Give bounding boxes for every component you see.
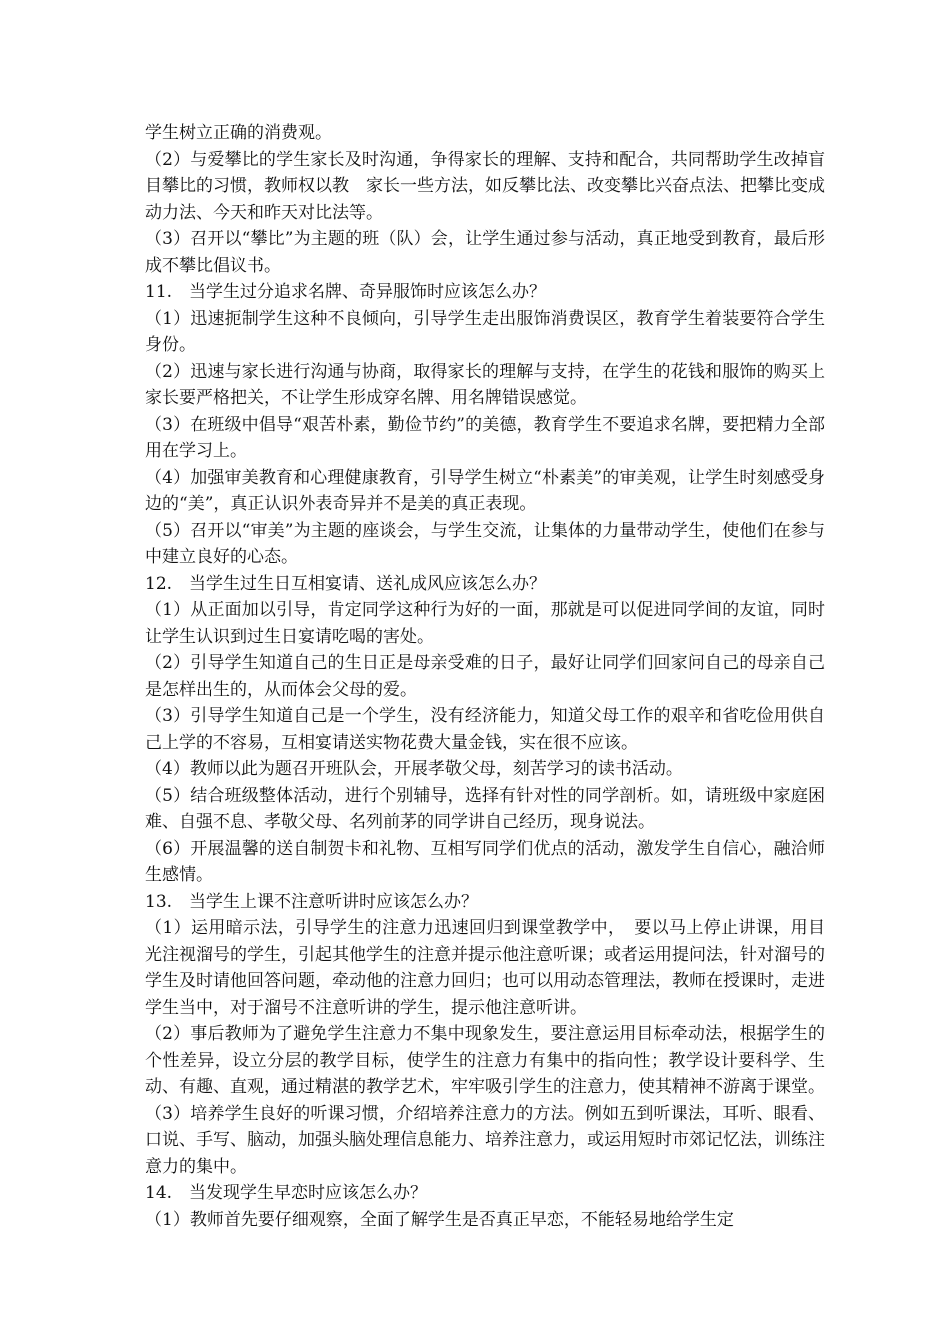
paragraph: （4）教师以此为题召开班队会，开展孝敬父母，刻苦学习的读书活动。 <box>145 759 683 779</box>
paragraph: 学生树立正确的消费观。 <box>145 123 332 143</box>
paragraph: （1）从正面加以引导，肯定同学这种行为好的一面，那就是可以促进同学间的友谊，同时让学生认识到过生日宴请吃喝的害处。 <box>145 600 825 647</box>
paragraph: （1）运用暗示法，引导学生的注意力迅速回归到课堂教学中， 要以马上停止讲课，用目光注视溜号的学生，引起其他学生的注意并提示他注意听课；或者运用提问法，针对溜号的学生及时请他回答问题，牵动他的注意力回归；也可以用动态管理法，教师在授课时，走进学生当中，对于溜号不注意听讲的学生，提示他注意听讲。 <box>145 918 825 1018</box>
paragraph: （5）召开以“审美”为主题的座谈会，与学生交流，让集体的力量带动学生，使他们在参与中建立良好的心态。 <box>145 520 825 567</box>
paragraph: （2）与爱攀比的学生家长及时沟通，争得家长的理解、支持和配合，共同帮助学生改掉盲目攀比的习惯，教师权以教 家长一些方法，如反攀比法、改变攀比兴奋点法、把攀比变成动力法、今天和昨天对比法等。 <box>145 149 825 223</box>
paragraph: （3）培养学生良好的听课习惯，介绍培养注意力的方法。例如五到听课法，耳听、眼看、口说、手写、脑动，加强头脑处理信息能力、培养注意力，或运用短时市郊记忆法，训练注意力的集中。 <box>145 1103 825 1177</box>
question-heading-13: 13. 当学生上课不注意听讲时应该怎么办？ <box>145 891 479 912</box>
question-heading-11: 11. 当学生过分追求名牌、奇异服饰时应该怎么办？ <box>145 282 547 302</box>
paragraph: （1）迅速扼制学生这种不良倾向，引导学生走出服饰消费误区，教育学生着装要符合学生身份。 <box>145 308 825 355</box>
paragraph: （4）加强审美教育和心理健康教育，引导学生树立“朴素美”的审美观，让学生时刻感受身边的“美”，真正认识外表奇异并不是美的真正表现。 <box>145 467 825 514</box>
paragraph: （1）教师首先要仔细观察，全面了解学生是否真正早恋，不能轻易地给学生定 <box>145 1209 734 1230</box>
paragraph: （6）开展温馨的送自制贺卡和礼物、互相写同学们优点的活动，激发学生自信心，融洽师生感情。 <box>145 838 825 885</box>
paragraph: （3）引导学生知道自己是一个学生，没有经济能力，知道父母工作的艰辛和省吃俭用供自己上学的不容易，互相宴请送实物花费大量金钱，实在很不应该。 <box>145 706 825 753</box>
paragraph: （2）引导学生知道自己的生日正是母亲受难的日子，最好让同学们回家问自己的母亲自己是怎样出生的，从而体会父母的爱。 <box>145 653 825 700</box>
paragraph: （3）在班级中倡导“艰苦朴素，勤俭节约”的美德，教育学生不要追求名牌，要把精力全部用在学习上。 <box>145 414 825 461</box>
paragraph: （5）结合班级整体活动，进行个别辅导，选择有针对性的同学剖析。如，请班级中家庭困难、自强不息、孝敬父母、名列前茅的同学讲自己经历，现身说法。 <box>145 785 825 832</box>
question-heading-12: 12. 当学生过生日互相宴请、送礼成风应该怎么办？ <box>145 573 547 594</box>
paragraph: （2）事后教师为了避免学生注意力不集中现象发生，要注意运用目标牵动法，根据学生的个性差异，设立分层的教学目标，使学生的注意力有集中的指向性；教学设计要科学、生动、有趣、直观，通过精湛的教学艺术，牢牢吸引学生的注意力，使其精神不游离于课堂。 <box>145 1024 825 1097</box>
paragraph: （3）召开以“攀比”为主题的班（队）会，让学生通过参与活动，真正地受到教育，最后形成不攀比倡议书。 <box>145 229 825 276</box>
question-heading-14: 14. 当发现学生早恋时应该怎么办？ <box>145 1183 428 1203</box>
document-body <box>145 120 825 1233</box>
paragraph: （2）迅速与家长进行沟通与协商，取得家长的理解与支持，在学生的花钱和服饰的购买上家长要严格把关，不让学生形成穿名牌、用名牌错误感觉。 <box>145 361 825 408</box>
